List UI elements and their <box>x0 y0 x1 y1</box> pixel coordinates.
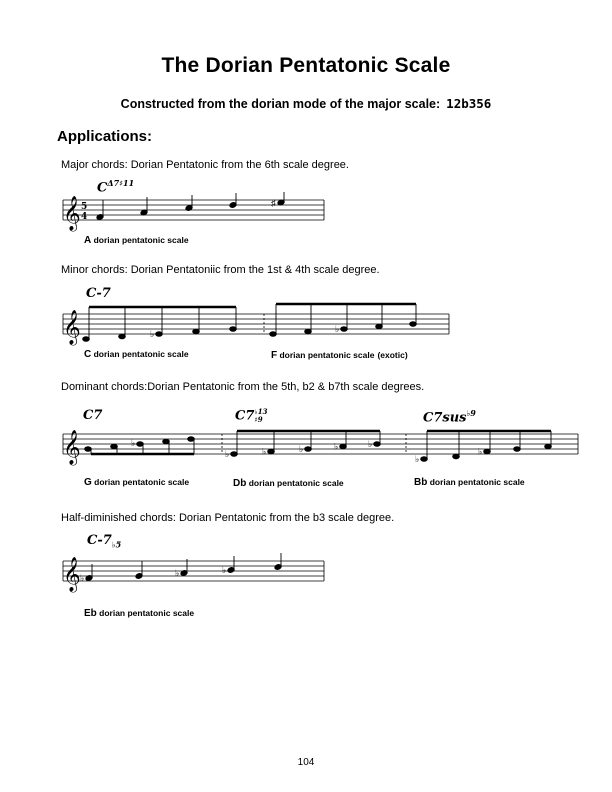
staff-minor <box>0 306 612 346</box>
chord-root: C-7 <box>86 286 111 301</box>
flat-icon: ♭ <box>150 329 155 339</box>
chord-symbol-half-diminished <box>87 533 121 550</box>
chord-root: C7sus <box>423 410 467 426</box>
chord-symbol-major <box>97 178 134 195</box>
chord-root: C7 <box>235 408 255 424</box>
scale-name: dorian pentatonic scale <box>279 350 375 360</box>
chord-subscript: ♭5 <box>111 539 122 550</box>
chord-root: C-7 <box>87 533 112 548</box>
scale-label <box>84 608 194 619</box>
sharp-icon: ♯ <box>271 198 276 208</box>
flat-icon: ♭ <box>175 568 180 578</box>
scale-root: A <box>84 235 92 246</box>
treble-clef-icon: 𝄞 <box>63 557 81 592</box>
section-dominant-text: Dominant chords:Dorian Pentatonic from the 5th, b2 & b7th scale degrees. <box>61 381 425 393</box>
chord-symbol-dominant-3 <box>423 408 476 425</box>
scale-root: F <box>271 350 278 361</box>
flat-icon: ♭ <box>478 446 483 457</box>
subtitle-text: Constructed from the dorian mode of the major scale: <box>120 97 441 111</box>
flat-icon: ♭ <box>299 444 304 454</box>
chord-symbol-minor <box>86 286 111 301</box>
scale-root: Eb <box>84 608 97 619</box>
chord-superscript: ♭9 <box>466 408 476 418</box>
flat-icon: ♭ <box>335 324 340 334</box>
subtitle-formula: 12b356 <box>446 96 492 111</box>
note-group <box>83 304 417 341</box>
flat-icon: ♭ <box>368 439 373 449</box>
chord-symbol-dominant-1 <box>83 408 102 423</box>
applications-heading: Applications: <box>57 128 153 145</box>
scale-name: dorian pentatonic scale <box>248 478 344 488</box>
scale-label <box>84 477 189 488</box>
scale-name: dorian pentatonic scale <box>99 608 195 618</box>
scale-label <box>84 349 189 360</box>
flat-icon: ♭ <box>225 449 230 459</box>
flat-icon: ♭ <box>222 565 227 575</box>
note-group <box>85 431 552 464</box>
treble-clef-icon: 𝄞 <box>63 430 81 465</box>
note-group <box>80 553 282 583</box>
flat-icon: ♭ <box>262 446 267 457</box>
staff-lines <box>63 314 449 334</box>
scale-root: C <box>84 349 92 360</box>
chord-superscript: Δ7♯11 <box>107 178 135 188</box>
treble-clef-icon: 𝄞 <box>63 310 81 345</box>
staff-dominant <box>0 428 612 468</box>
chord-root: C7 <box>83 408 103 423</box>
flat-icon: ♭ <box>334 441 339 452</box>
chord-subscript: ♯9 <box>254 415 263 424</box>
staff-lines <box>63 561 324 581</box>
section-major-text: Major chords: Dorian Pentatonic from the 6th scale degree. <box>61 159 349 171</box>
scale-label <box>271 350 408 361</box>
chord-superscript: ♭13 <box>254 407 268 416</box>
scale-label <box>233 478 344 489</box>
time-signature-bottom: 4 <box>81 212 88 222</box>
note-group <box>96 192 285 220</box>
page-number: 104 <box>297 757 315 768</box>
flat-icon: ♭ <box>131 438 136 448</box>
scale-root: Bb <box>414 477 428 488</box>
scale-root: G <box>84 477 92 488</box>
scale-label <box>84 235 189 246</box>
chord-symbol-dominant-2 <box>235 408 267 424</box>
scale-label <box>414 477 525 488</box>
time-signature-top: 5 <box>81 202 88 212</box>
scale-root: Db <box>233 478 247 489</box>
staff-half-diminished <box>0 556 612 596</box>
scale-name: dorian pentatonic scale <box>94 477 190 487</box>
page-title: The Dorian Pentatonic Scale <box>161 54 451 77</box>
scale-name: dorian pentatonic scale <box>93 349 189 359</box>
page-subtitle <box>0 96 612 111</box>
scale-extra: (exotic) <box>377 350 408 360</box>
scale-name: dorian pentatonic scale <box>93 235 189 245</box>
staff-major <box>0 196 612 236</box>
section-half-diminished-text: Half-diminished chords: Dorian Pentatonic from the b3 scale degree. <box>61 512 395 524</box>
treble-clef-icon: 𝄞 <box>63 196 81 231</box>
chord-root: C <box>97 180 108 196</box>
flat-icon: ♭ <box>80 573 85 583</box>
section-minor-text: Minor chords: Dorian Pentatoniic from the 1st & 4th scale degree. <box>61 264 380 276</box>
flat-icon: ♭ <box>415 454 420 464</box>
scale-name: dorian pentatonic scale <box>429 477 525 487</box>
